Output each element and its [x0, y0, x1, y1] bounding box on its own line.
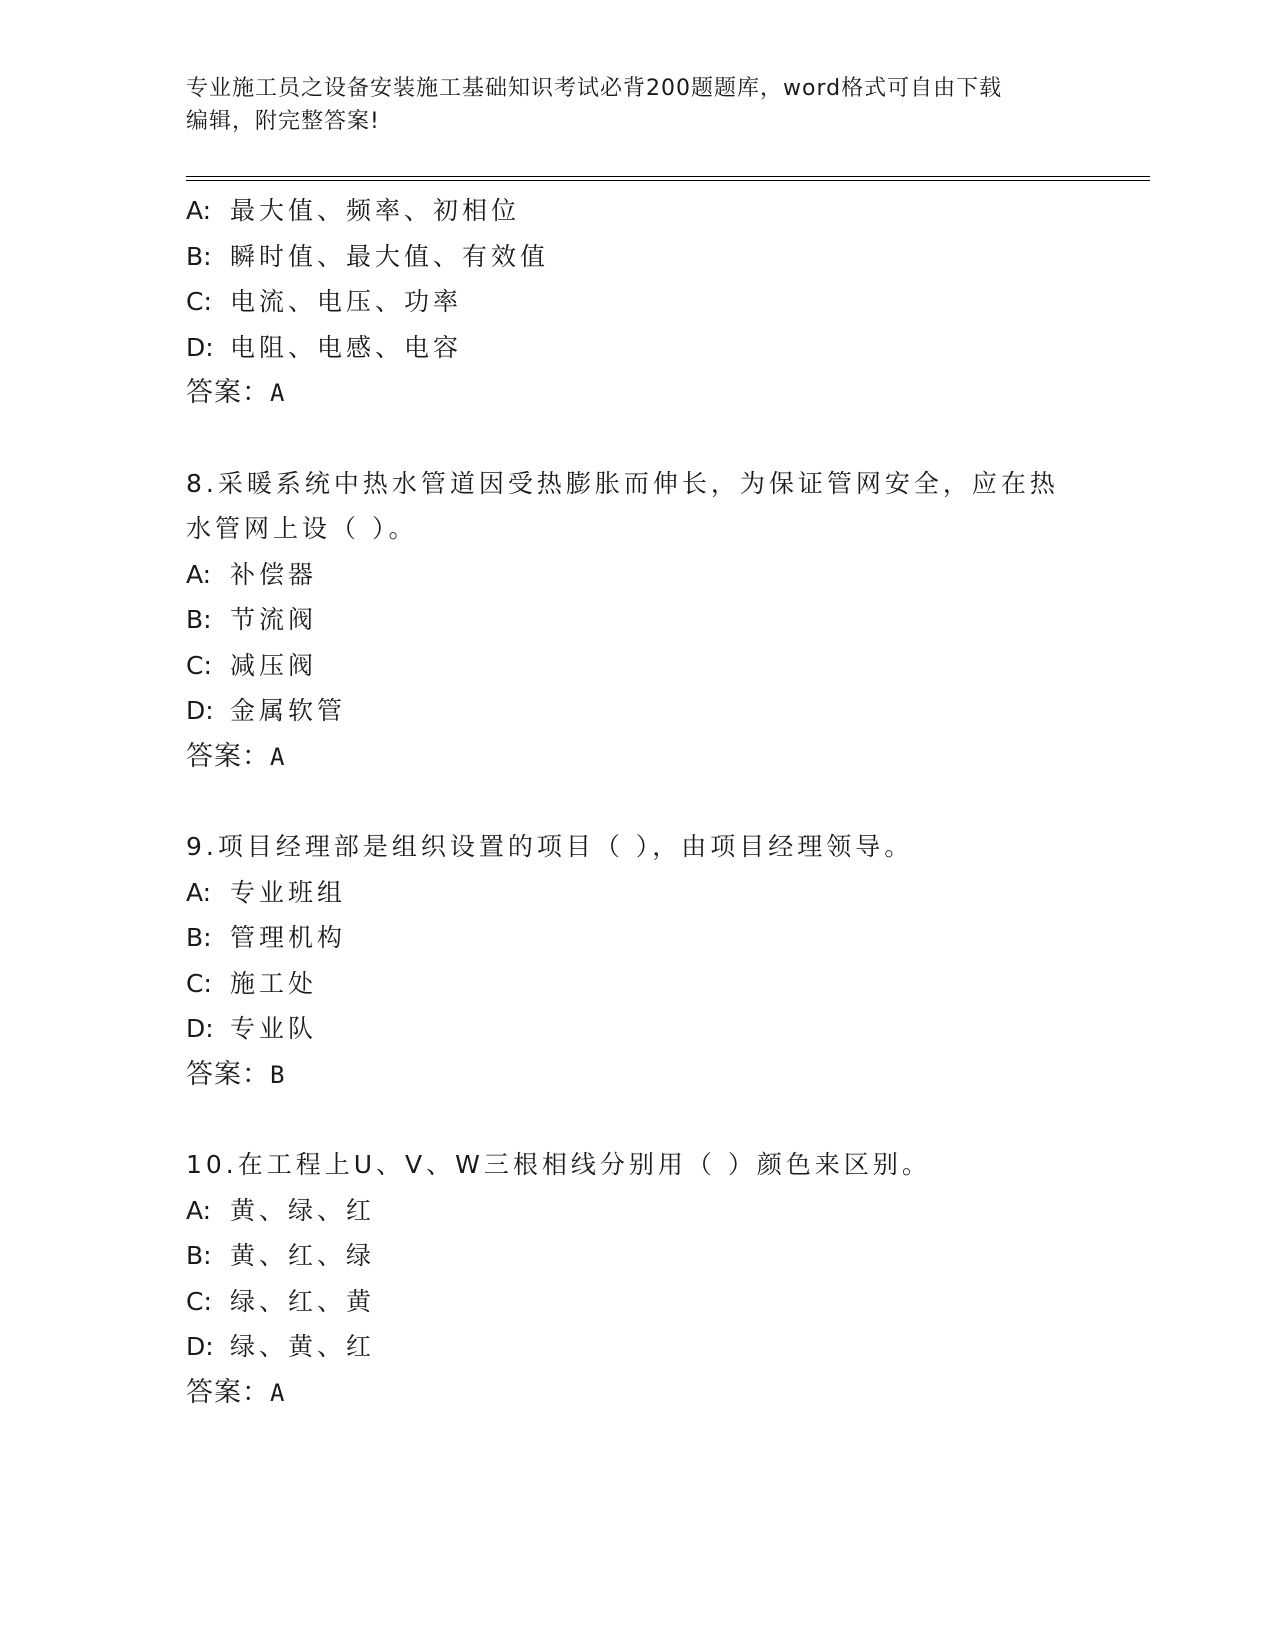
- question-list: [186, 188, 1086, 1416]
- option-letter: D:: [186, 696, 214, 725]
- option-d: [186, 1324, 1086, 1370]
- option-text: 绿、红、黄: [230, 1286, 376, 1316]
- header-title-line1: 专业施工员之设备安装施工基础知识考试必背200题题库，word格式可自由下载: [186, 76, 1003, 101]
- answer-label: 答案：: [186, 377, 270, 408]
- answer-line: [186, 734, 1086, 781]
- option-a: [186, 1188, 1086, 1234]
- option-letter: B:: [186, 923, 212, 952]
- header-title-line2: 编辑，附完整答案!: [186, 109, 380, 134]
- option-text: 最大值、频率、初相位: [230, 196, 521, 225]
- answer-label: 答案：: [186, 740, 270, 772]
- spacer: [186, 417, 1086, 461]
- spacer: [186, 780, 1086, 824]
- option-letter: A:: [186, 559, 212, 589]
- option-text: 管理机构: [230, 923, 347, 952]
- option-d: [186, 688, 1086, 734]
- answer-value: A: [270, 1378, 286, 1407]
- question-stem: 9.项目经理部是组织设置的项目（ ），由项目经理领导。: [186, 832, 914, 861]
- option-a: [186, 870, 1086, 916]
- option-b: [186, 234, 1086, 280]
- option-text: 瞬时值、最大值、有效值: [230, 241, 550, 271]
- option-text: 节流阀: [230, 605, 318, 634]
- option-letter: C:: [186, 287, 212, 316]
- option-letter: A:: [186, 1195, 212, 1225]
- option-d: [186, 325, 1086, 371]
- option-d: [186, 1006, 1086, 1052]
- answer-label: 答案：: [186, 1376, 270, 1408]
- answer-label: 答案：: [186, 1058, 270, 1090]
- option-b: [186, 1233, 1086, 1279]
- option-b: [186, 915, 1086, 961]
- answer-line: [186, 1370, 1086, 1417]
- option-a: [186, 188, 1086, 234]
- option-a: [186, 552, 1086, 598]
- option-c: [186, 279, 1086, 325]
- option-letter: C:: [186, 968, 212, 998]
- answer-line: [186, 1052, 1086, 1099]
- option-text: 黄、红、绿: [230, 1241, 376, 1270]
- option-text: 专业队: [230, 1014, 318, 1043]
- question-8: [186, 461, 1086, 781]
- option-text: 黄、绿、红: [230, 1195, 376, 1225]
- option-letter: C:: [186, 1286, 212, 1316]
- question-stem: 8.采暖系统中热水管道因受热膨胀而伸长，为保证管网安全，应在热: [186, 468, 1059, 498]
- spacer: [186, 1098, 1086, 1142]
- option-text: 补偿器: [230, 559, 318, 589]
- option-b: [186, 597, 1086, 643]
- option-letter: B:: [186, 241, 212, 271]
- option-letter: D:: [186, 1332, 214, 1361]
- option-letter: B:: [186, 1241, 212, 1270]
- document-header: [186, 72, 1066, 138]
- answer-line: [186, 370, 1086, 417]
- option-text: 专业班组: [230, 877, 347, 907]
- option-text: 电阻、电感、电容: [230, 332, 463, 362]
- question-stem-continued: 水管网上设（ ）。: [186, 514, 418, 543]
- header-divider: [186, 176, 1150, 181]
- option-text: 电流、电压、功率: [230, 287, 463, 316]
- question-10: [186, 1142, 1086, 1416]
- option-text: 减压阀: [230, 650, 318, 680]
- option-c: [186, 961, 1086, 1007]
- option-letter: A:: [186, 196, 212, 225]
- option-letter: D:: [186, 332, 214, 362]
- option-text: 绿、黄、红: [230, 1332, 376, 1361]
- question-9: [186, 824, 1086, 1098]
- answer-value: A: [270, 379, 286, 407]
- option-letter: D:: [186, 1014, 214, 1043]
- option-letter: C:: [186, 650, 212, 680]
- answer-value: B: [270, 1060, 286, 1089]
- option-c: [186, 643, 1086, 689]
- answer-value: A: [270, 742, 286, 771]
- option-letter: A:: [186, 877, 212, 907]
- question-stem: 10.在工程上U、V、W三根相线分别用（ ）颜色来区别。: [186, 1150, 931, 1179]
- question-7: [186, 188, 1086, 417]
- option-text: 金属软管: [230, 696, 347, 725]
- option-text: 施工处: [230, 968, 318, 998]
- option-c: [186, 1279, 1086, 1325]
- option-letter: B:: [186, 605, 212, 634]
